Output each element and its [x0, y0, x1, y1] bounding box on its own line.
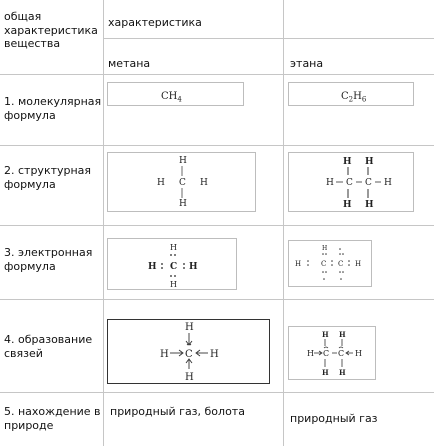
elec-methane-h-bottom: H: [170, 280, 177, 289]
elec-ethane-c2: C: [338, 260, 344, 268]
row-divider: [0, 392, 434, 393]
methane-electronic-formula: [107, 238, 237, 290]
struct-methane-h-left: H: [157, 178, 165, 188]
ethane-bond-formation: [288, 326, 376, 380]
bond-methane-h-bottom: H: [185, 372, 194, 383]
struct-methane-h-top: H: [179, 156, 187, 166]
methane-molecular-formula: [107, 82, 244, 106]
elec-methane-h-top: H: [170, 243, 177, 252]
bond-methane-h-top: H: [185, 322, 194, 333]
struct-ethane-h-top-1: H: [343, 157, 352, 167]
bond-methane-h-right: H: [210, 349, 219, 360]
bond-ethane-c2: C: [338, 349, 345, 358]
bond-methane-c: C: [185, 349, 193, 360]
elec-ethane-h-left: H: [295, 260, 302, 268]
row-divider: [0, 299, 434, 300]
methane-formula-text: $CH_4$: [161, 91, 182, 104]
bond-methane-h-left: H: [160, 349, 169, 360]
struct-methane-h-right: H: [200, 178, 208, 188]
struct-ethane-h-bot-2: H: [365, 200, 374, 210]
struct-ethane-h-left: H: [326, 178, 334, 188]
row-divider: [0, 225, 434, 226]
bond-ethane-h-right: H: [355, 349, 362, 358]
ethane-electronic-formula: [288, 240, 372, 287]
methane-structural-formula: [107, 152, 256, 212]
row-label-molecular: 1. молекулярная формула: [4, 95, 102, 122]
struct-ethane-c2: C: [365, 178, 372, 188]
row-divider: [0, 74, 434, 75]
elec-methane-h-right: H: [189, 262, 198, 272]
ethane-occurrence: природный газ: [290, 412, 378, 425]
header-characteristic: характеристика: [108, 16, 202, 29]
row-label-electronic: 3. электронная формула: [4, 246, 93, 273]
methane-occurrence: природный газ, болота: [110, 405, 245, 418]
header-methane: метана: [108, 57, 151, 70]
ethane-molecular-formula: [288, 82, 414, 106]
row-label-bonding: 4. образование связей: [4, 333, 93, 360]
elec-ethane-h-top: H: [322, 245, 328, 252]
bond-ethane-h-bot-2: H: [339, 368, 346, 377]
row-divider: [0, 145, 434, 146]
bond-ethane-h-top-1: H: [322, 330, 329, 339]
row-label-structural: 2. структурная формула: [4, 164, 92, 191]
elec-methane-h-left: H: [148, 262, 157, 272]
elec-ethane-h-right: H: [355, 260, 362, 268]
struct-ethane-h-top-2: H: [365, 157, 374, 167]
column-divider: [103, 0, 104, 446]
methane-bond-formation: [107, 319, 270, 384]
bond-ethane-h-left: H: [307, 349, 314, 358]
header-ethane: этана: [290, 57, 324, 70]
struct-methane-h-bottom: H: [179, 199, 187, 209]
bond-ethane-h-top-2: H: [339, 330, 346, 339]
elec-ethane-c1: C: [321, 260, 327, 268]
ethane-formula-text: $C_2H_6$: [341, 91, 367, 104]
column-divider: [283, 0, 284, 446]
struct-ethane-c1: C: [346, 178, 353, 188]
struct-ethane-h-right: H: [384, 178, 392, 188]
elec-methane-c: C: [170, 262, 178, 272]
row-divider: [103, 38, 434, 39]
bond-ethane-h-bot-1: H: [322, 368, 329, 377]
bond-ethane-c1: C: [323, 349, 330, 358]
struct-methane-c: C: [179, 178, 186, 188]
ethane-structural-formula: [288, 152, 414, 212]
row-label-occurrence: 5. нахождение в природе: [4, 405, 101, 432]
header-property: общая характеристика вещества: [4, 10, 98, 50]
struct-ethane-h-bot-1: H: [343, 200, 352, 210]
